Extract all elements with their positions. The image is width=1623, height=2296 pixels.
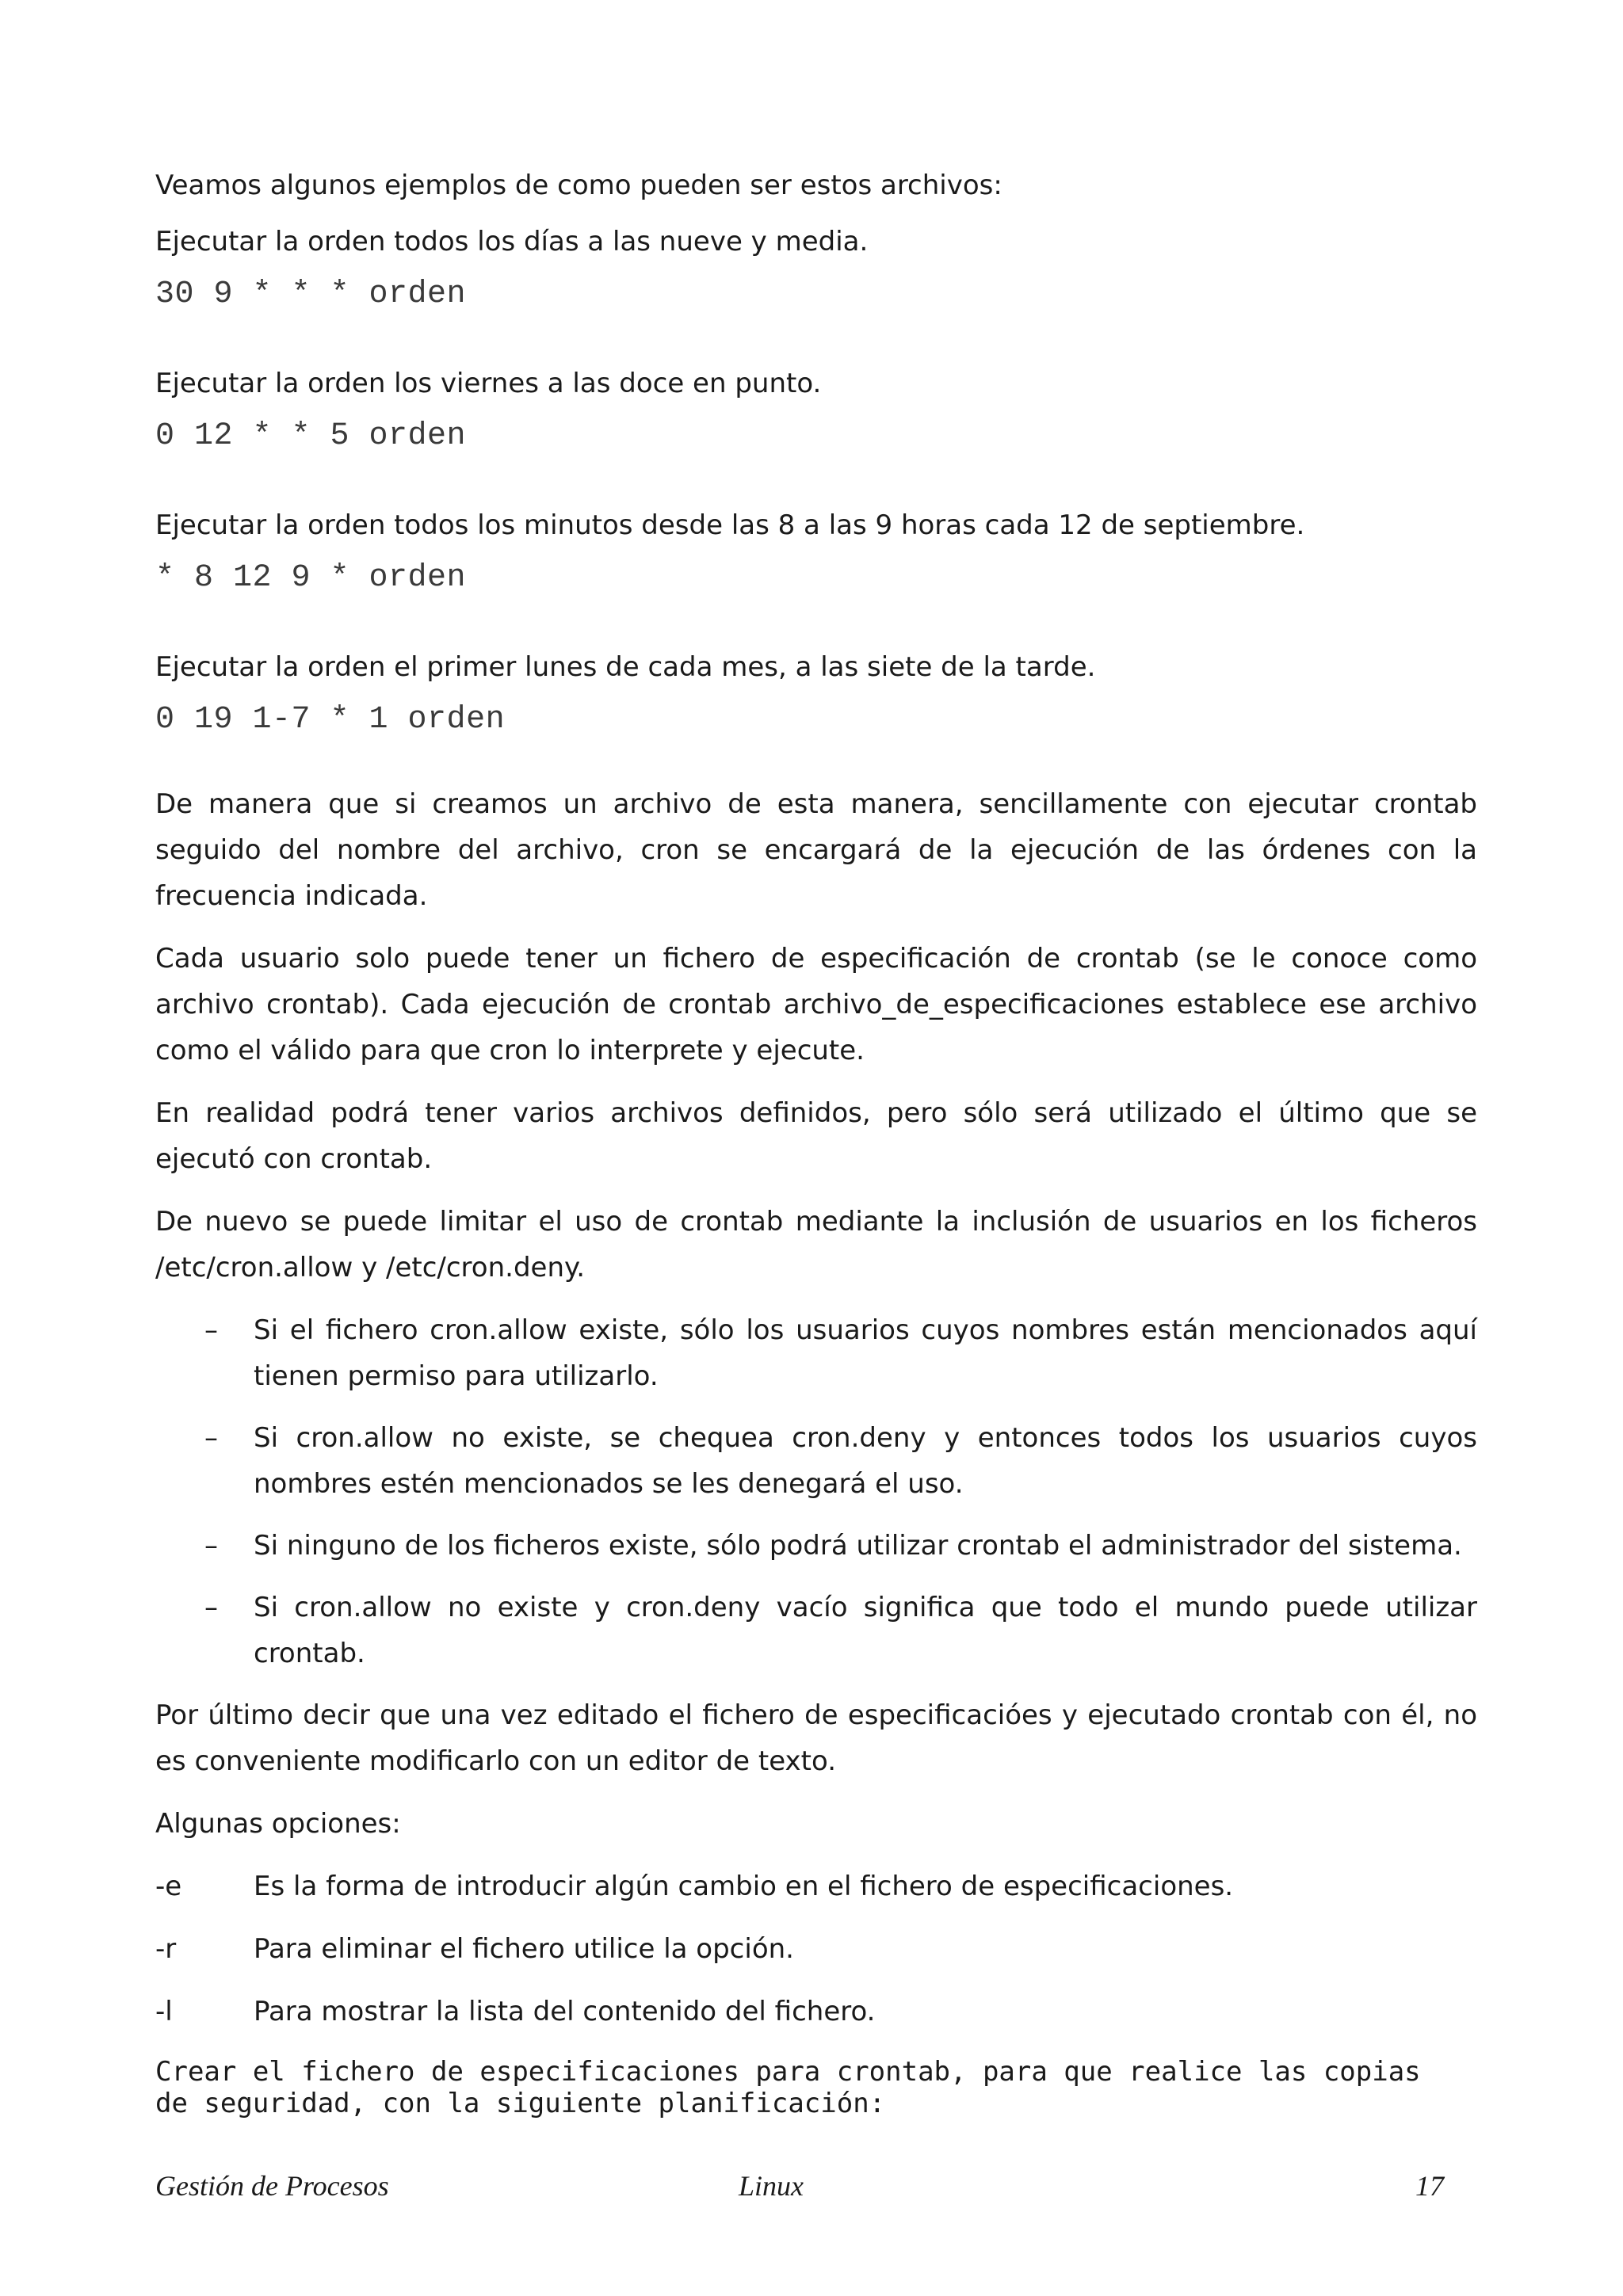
example-description: Ejecutar la orden los viernes a las doce en punto.: [155, 368, 822, 399]
example-description: Ejecutar la orden el primer lunes de cada mes, a las siete de la tarde.: [155, 651, 1096, 683]
intro-text: Veamos algunos ejemplos de como pueden ser estos archivos:: [155, 170, 1002, 201]
option-flag: -r: [155, 1933, 177, 1965]
list-item: [155, 1415, 1477, 1507]
list-item: [155, 1307, 1477, 1399]
bullet-list: [155, 1307, 1477, 1676]
exercise-statement: Crear el fichero de especificaciones para crontab, para que realice las copias de seguridad, con la siguiente planificación:: [155, 2056, 1421, 2119]
page-footer: [155, 2169, 1444, 2209]
page-number: 17: [1415, 2170, 1444, 2202]
list-item-text: Si ninguno de los ficheros existe, sólo podrá utilizar crontab el administrador del sistema.: [254, 1530, 1462, 1562]
option-row: [155, 1863, 1477, 1909]
list-item-text: Si cron.allow no existe y cron.deny vacío significa que todo el mundo puede utilizar crontab.: [254, 1592, 1477, 1669]
list-item-text: Si cron.allow no existe, se chequea cron.deny y entonces todos los usuarios cuyos nombres estén mencionados se les denegará el uso.: [254, 1422, 1477, 1500]
footer-section-title: Gestión de Procesos: [155, 2170, 389, 2202]
option-flag: -l: [155, 1996, 173, 2027]
page-content: [155, 162, 1477, 2051]
option-description: Para eliminar el fichero utilice la opción.: [254, 1933, 794, 1965]
options-list: [155, 1863, 1477, 2035]
example-block: [155, 219, 1477, 315]
bullet-marker: –: [204, 1530, 218, 1562]
list-item: [155, 1523, 1477, 1569]
option-description: Para mostrar la lista del contenido del fichero.: [254, 1996, 876, 2027]
example-code: 30 9 * * * orden: [155, 277, 467, 312]
options-title: Algunas opciones:: [155, 1808, 401, 1840]
body-paragraph: De manera que si creamos un archivo de esta manera, sencillamente con ejecutar crontab seguido del nombre del archivo, cron se encargará de la ejecución de las órdenes con la frecuencia indicada.: [155, 788, 1477, 912]
option-row: [155, 1926, 1477, 1972]
example-code: 0 19 1-7 * 1 orden: [155, 702, 506, 738]
body-paragraph: En realidad podrá tener varios archivos definidos, pero sólo será utilizado el último que se ejecutó con crontab.: [155, 1097, 1477, 1175]
example-description: Ejecutar la orden todos los días a las nueve y media.: [155, 226, 869, 257]
bullet-marker: –: [204, 1592, 218, 1623]
option-row: [155, 1989, 1477, 2035]
example-block: [155, 644, 1477, 740]
example-code: * 8 12 9 * orden: [155, 560, 467, 596]
example-block: [155, 360, 1477, 456]
footer-book-title: Linux: [739, 2170, 804, 2202]
spacer: [155, 740, 1477, 781]
bullet-marker: –: [204, 1422, 218, 1454]
example-block: [155, 502, 1477, 598]
list-item-text: Si el fichero cron.allow existe, sólo los usuarios cuyos nombres están mencionados aquí tienen permiso para utilizarlo.: [254, 1314, 1477, 1392]
body-paragraph: Cada usuario solo puede tener un fichero de especificación de crontab (se le conoce como archivo crontab). Cada ejecución de crontab archivo_de_especificaciones establece ese archivo como el válido para que cron lo interprete y ejecute.: [155, 943, 1477, 1066]
option-flag: -e: [155, 1871, 182, 1902]
body-paragraph: De nuevo se puede limitar el uso de crontab mediante la inclusión de usuarios en los ficheros /etc/cron.allow y /etc/cron.deny.: [155, 1206, 1477, 1283]
bullet-marker: –: [204, 1314, 218, 1346]
example-code: 0 12 * * 5 orden: [155, 418, 467, 454]
option-description: Es la forma de introducir algún cambio en el fichero de especificaciones.: [254, 1871, 1234, 1902]
example-description: Ejecutar la orden todos los minutos desde las 8 a las 9 horas cada 12 de septiembre.: [155, 509, 1305, 541]
list-item: [155, 1585, 1477, 1676]
closing-paragraph: Por último decir que una vez editado el fichero de especificacióes y ejecutado crontab con él, no es conveniente modificarlo con un editor de texto.: [155, 1699, 1477, 1777]
